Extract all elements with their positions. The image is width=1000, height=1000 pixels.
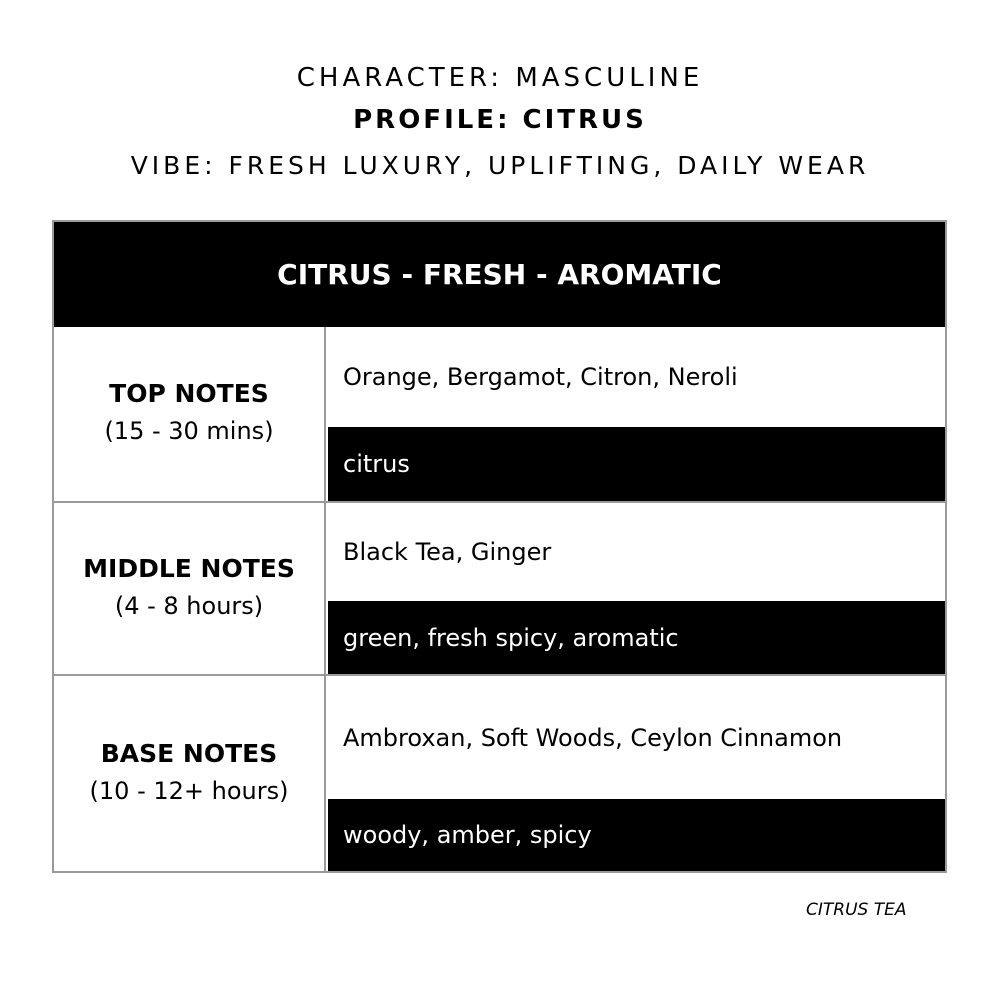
- fragrance-notes-table: [52, 220, 947, 873]
- base-notes-accords: woody, amber, spicy: [328, 799, 945, 871]
- middle-notes-title: MIDDLE NOTES: [83, 553, 295, 583]
- top-notes-duration: (15 - 30 mins): [104, 417, 274, 445]
- base-notes-title: BASE NOTES: [100, 738, 278, 768]
- top-notes-title: TOP NOTES: [109, 379, 269, 408]
- middle-notes-ingredients: Black Tea, Ginger: [328, 503, 945, 601]
- base-notes-label-cell: [54, 676, 326, 871]
- table-title: CITRUS - FRESH - AROMATIC: [54, 222, 945, 327]
- middle-notes-accords: green, fresh spicy, aromatic: [328, 601, 945, 674]
- middle-notes-duration: (4 - 8 hours): [114, 591, 264, 620]
- profile-line: PROFILE: CITRUS: [353, 105, 647, 135]
- top-notes-label-cell: [54, 327, 326, 501]
- product-name-tag: CITRUS TEA: [806, 900, 907, 920]
- top-notes-ingredients: Orange, Bergamot, Citron, Neroli: [328, 327, 945, 427]
- base-notes-ingredients: Ambroxan, Soft Woods, Ceylon Cinnamon: [328, 676, 945, 799]
- top-notes-accords: citrus: [328, 427, 945, 501]
- base-notes-duration: (10 - 12+ hours): [89, 776, 289, 805]
- vibe-line: VIBE: FRESH LUXURY, UPLIFTING, DAILY WEAR: [130, 151, 870, 180]
- character-line: CHARACTER: MASCULINE: [296, 63, 704, 93]
- middle-notes-label-cell: [54, 503, 326, 674]
